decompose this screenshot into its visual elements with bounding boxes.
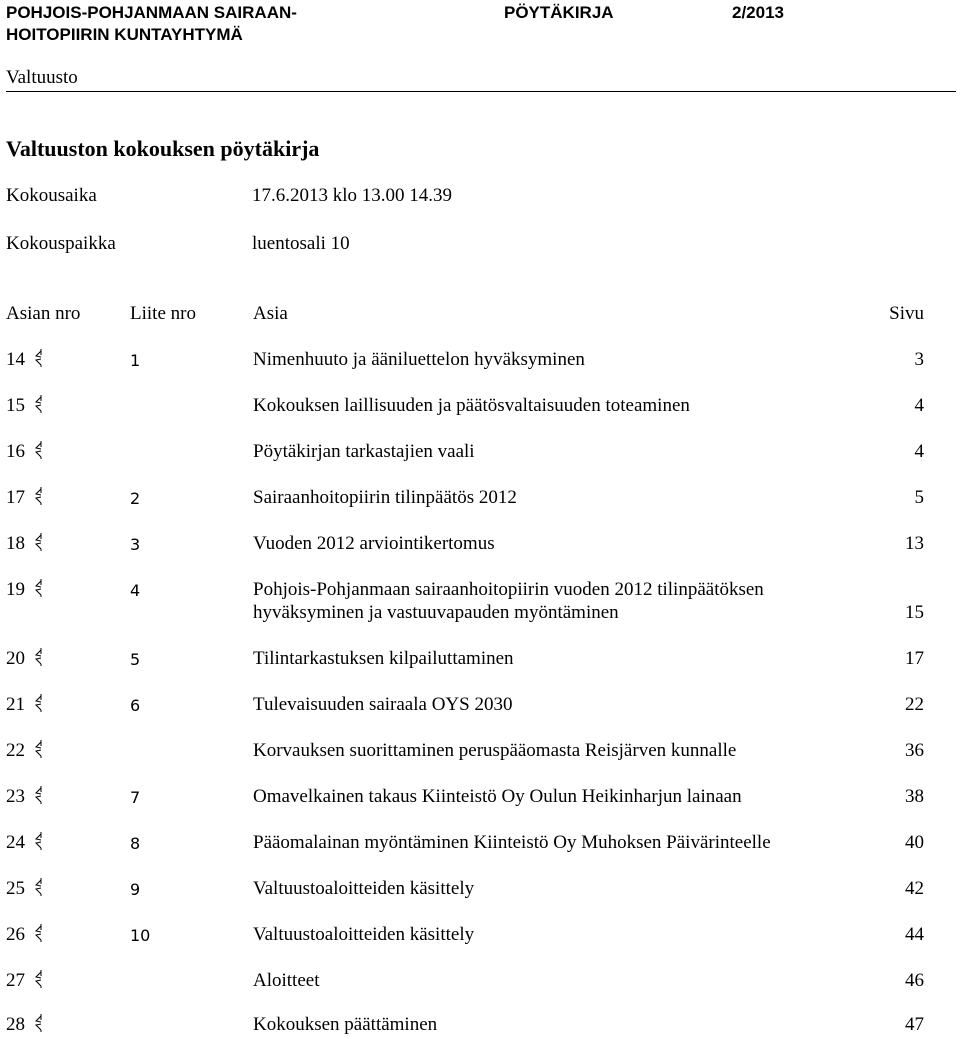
page-number: 44	[905, 924, 924, 945]
agenda-item-number: 23	[6, 786, 25, 807]
agenda-item-title: Korvauksen suorittaminen peruspääomasta Reisjärven kunnalle	[253, 740, 737, 761]
agenda-item-title: Tilintarkastuksen kilpailuttaminen	[253, 648, 514, 669]
agenda-item-title: Nimenhuuto ja ääniluettelon hyväksyminen	[253, 349, 585, 370]
section-mark-icon	[33, 647, 45, 667]
section-mark-icon	[33, 969, 45, 989]
attachment-number: 6	[130, 696, 141, 715]
section-mark-icon	[33, 739, 45, 759]
agenda-item-number: 21	[6, 694, 25, 715]
agenda-item-title: Vuoden 2012 arviointikertomus	[253, 533, 495, 554]
agenda-item-number: 18	[6, 533, 25, 554]
page-number: 38	[905, 786, 924, 807]
attachment-number: 3	[130, 535, 141, 554]
column-header-asia: Asia	[253, 303, 288, 324]
section-mark-icon	[33, 532, 45, 552]
document-type: PÖYTÄKIRJA	[504, 3, 614, 22]
agenda-item-number: 27	[6, 970, 25, 991]
page-number: 46	[905, 970, 924, 991]
agenda-item-number: 14	[6, 349, 25, 370]
agenda-item-number: 19	[6, 579, 25, 600]
column-header-liite-nro: Liite nro	[130, 303, 196, 324]
page-number: 4	[914, 441, 924, 462]
section-mark-icon	[33, 486, 45, 506]
organization-line-2: HOITOPIIRIN KUNTAYHTYMÄ	[6, 25, 243, 44]
section-mark-icon	[33, 1013, 45, 1033]
agenda-item-number: 20	[6, 648, 25, 669]
organization-name	[6, 2, 297, 46]
section-mark-icon	[33, 440, 45, 460]
attachment-number: 9	[130, 880, 141, 899]
agenda-item-number: 28	[6, 1014, 25, 1035]
attachment-number: 1	[130, 351, 141, 370]
section-mark-icon	[33, 394, 45, 414]
meeting-time-value: 17.6.2013 klo 13.00 14.39	[252, 185, 453, 206]
page-number: 5	[914, 487, 924, 508]
page-number: 22	[905, 694, 924, 715]
agenda-item-number: 17	[6, 487, 25, 508]
meeting-place-label: Kokouspaikka	[6, 233, 116, 254]
organization-line-1: POHJOIS-POHJANMAAN SAIRAAN-	[6, 3, 297, 22]
agenda-item-title: Kokouksen laillisuuden ja päätösvaltaisuuden toteaminen	[253, 395, 690, 416]
section-mark-icon	[33, 348, 45, 368]
meeting-time	[6, 184, 453, 208]
column-header-asian-nro: Asian nro	[6, 303, 81, 324]
section-mark-icon	[33, 877, 45, 897]
meeting-place	[6, 232, 350, 256]
section-mark-icon	[33, 923, 45, 943]
agenda-item-number: 26	[6, 924, 25, 945]
page-number: 42	[905, 878, 924, 899]
agenda-item-title: Omavelkainen takaus Kiinteistö Oy Oulun Heikinharjun lainaan	[253, 786, 742, 807]
header-divider	[6, 91, 956, 92]
page-number: 13	[905, 533, 924, 554]
agenda-item-number: 24	[6, 832, 25, 853]
agenda-item-title: Pääomalainan myöntäminen Kiinteistö Oy Muhoksen Päivärinteelle	[253, 832, 771, 853]
attachment-number: 8	[130, 834, 141, 853]
agenda-item-title: Aloitteet	[253, 970, 320, 991]
page-title: Valtuuston kokouksen pöytäkirja	[6, 136, 320, 161]
agenda-item-title: Tulevaisuuden sairaala OYS 2030	[253, 694, 513, 715]
page-number: 3	[914, 349, 924, 370]
agenda-item-number: 25	[6, 878, 25, 899]
section-mark-icon	[33, 578, 45, 598]
agenda-item-title: Valtuustoaloitteiden käsittely	[253, 924, 475, 945]
agenda-item-number: 16	[6, 441, 25, 462]
section-mark-icon	[33, 831, 45, 851]
section-mark-icon	[33, 785, 45, 805]
document-number: 2/2013	[732, 3, 784, 22]
page-number: 47	[905, 1014, 924, 1035]
section-mark-icon	[33, 693, 45, 713]
governing-body: Valtuusto	[6, 67, 78, 88]
column-header-sivu: Sivu	[889, 303, 924, 324]
attachment-number: 10	[130, 926, 151, 945]
meeting-time-label: Kokousaika	[6, 185, 97, 206]
agenda-item-title: Valtuustoaloitteiden käsittely	[253, 878, 475, 899]
page-number: 4	[914, 395, 924, 416]
attachment-number: 5	[130, 650, 141, 669]
agenda-item-title: Pöytäkirjan tarkastajien vaali	[253, 441, 475, 462]
attachment-number: 7	[130, 788, 141, 807]
page-number: 17	[905, 648, 924, 669]
agenda-item-title: Sairaanhoitopiirin tilinpäätös 2012	[253, 487, 517, 508]
meeting-place-value: luentosali 10	[252, 233, 350, 254]
agenda-item-title: Kokouksen päättäminen	[253, 1014, 438, 1035]
agenda-item-number: 22	[6, 740, 25, 761]
attachment-number: 4	[130, 581, 141, 600]
page-number: 15	[905, 602, 924, 623]
agenda-item-number: 15	[6, 395, 25, 416]
attachment-number: 2	[130, 489, 141, 508]
page-number: 36	[905, 740, 924, 761]
agenda-item-title: Pohjois-Pohjanmaan sairaanhoitopiirin vuoden 2012 tilinpäätöksen hyväksyminen ja vastuuvapauden myöntäminen	[253, 579, 764, 623]
page-number: 40	[905, 832, 924, 853]
